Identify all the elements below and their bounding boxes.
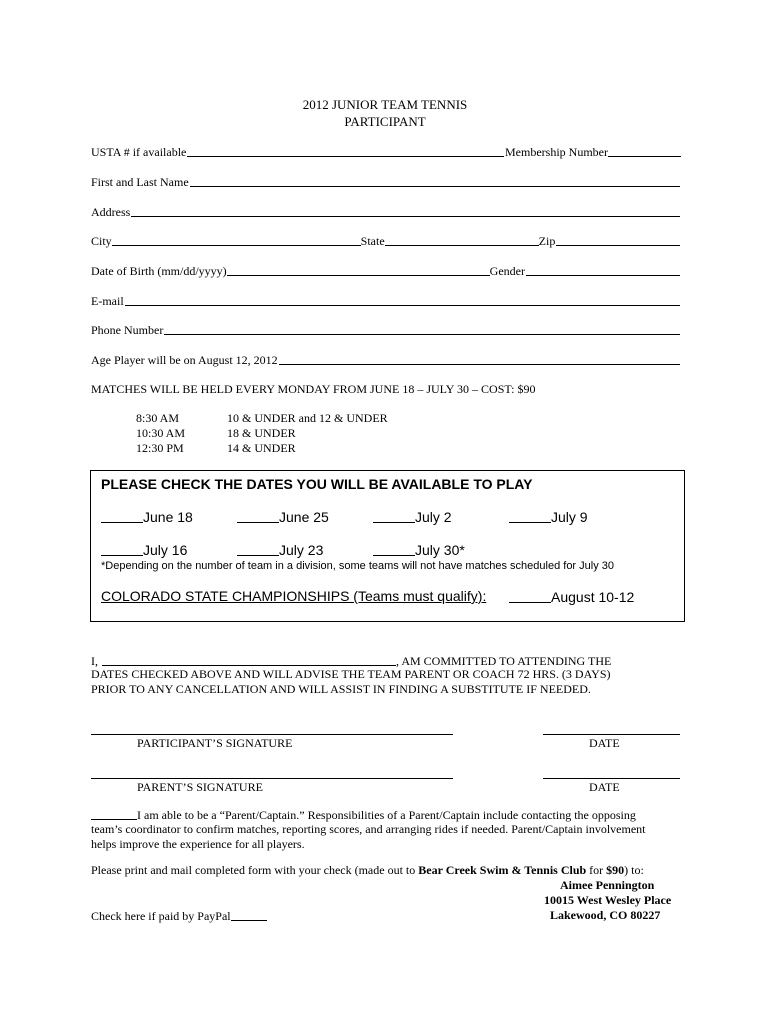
age-field[interactable] bbox=[279, 352, 680, 365]
schedule-group: 18 & UNDER bbox=[227, 426, 296, 440]
commitment-prefix: I, bbox=[91, 654, 98, 668]
city-label: City bbox=[91, 234, 112, 248]
phone-field[interactable] bbox=[164, 322, 680, 335]
mail-text: Please print and mail completed form with your check (made out to bbox=[91, 863, 419, 877]
payee: Bear Creek Swim & Tennis Club bbox=[418, 863, 587, 877]
date-label: July 30* bbox=[415, 542, 465, 558]
mail-instructions bbox=[91, 863, 644, 878]
mail-text: for bbox=[586, 863, 607, 877]
name-row bbox=[91, 173, 681, 189]
address-label: Address bbox=[91, 205, 131, 219]
date-option-june-18[interactable] bbox=[101, 508, 193, 525]
address-field[interactable] bbox=[131, 204, 680, 217]
schedule-time: 10:30 AM bbox=[136, 426, 186, 440]
date-checkbox[interactable] bbox=[101, 541, 143, 556]
age-label: Age Player will be on August 12, 2012 bbox=[91, 353, 278, 367]
date-checkbox[interactable] bbox=[237, 541, 279, 556]
form-title: 2012 JUNIOR TEAM TENNIS bbox=[302, 97, 468, 112]
captain-checkbox[interactable] bbox=[91, 807, 137, 820]
dob-field[interactable] bbox=[227, 263, 490, 276]
paypal-label: Check here if paid by PayPal bbox=[91, 909, 231, 923]
email-field[interactable] bbox=[125, 293, 680, 306]
commitment-line1 bbox=[91, 652, 637, 668]
date-checkbox[interactable] bbox=[373, 508, 415, 523]
date-label: July 23 bbox=[279, 542, 324, 558]
availability-footnote: *Depending on the number of team in a division, some teams will not have matches scheduled for July 30 bbox=[101, 560, 615, 572]
dob-label: Date of Birth (mm/dd/yyyy) bbox=[91, 264, 227, 278]
schedule-time: 8:30 AM bbox=[136, 411, 180, 425]
date-checkbox[interactable] bbox=[509, 588, 551, 603]
name-label: First and Last Name bbox=[91, 175, 189, 189]
commitment-suffix: , AM COMMITTED TO ATTENDING THE bbox=[396, 654, 612, 668]
address-name: Aimee Pennington bbox=[560, 878, 655, 892]
usta-row bbox=[91, 143, 681, 159]
date-option-championship[interactable] bbox=[509, 588, 634, 605]
address-city: Lakewood, CO 80227 bbox=[550, 908, 661, 922]
date-label: June 18 bbox=[143, 509, 193, 525]
matches-notice: MATCHES WILL BE HELD EVERY MONDAY FROM JUNE 18 – JULY 30 – COST: $90 bbox=[91, 382, 536, 396]
participant-signature-line[interactable] bbox=[91, 734, 453, 735]
age-row bbox=[91, 351, 681, 367]
parent-date-line[interactable] bbox=[543, 778, 680, 779]
commitment-line3: PRIOR TO ANY CANCELLATION AND WILL ASSIST IN FINDING A SUBSTITUTE IF NEEDED. bbox=[91, 682, 591, 696]
gender-label: Gender bbox=[489, 264, 525, 278]
usta-number-field[interactable] bbox=[187, 144, 504, 157]
participant-signature-label: PARTICIPANT’S SIGNATURE bbox=[137, 736, 293, 750]
captain-line1 bbox=[91, 806, 681, 822]
date-checkbox[interactable] bbox=[101, 508, 143, 523]
date-label: July 9 bbox=[551, 509, 588, 525]
championship-label: COLORADO STATE CHAMPIONSHIPS (Teams must qualify): bbox=[101, 588, 487, 604]
membership-label: Membership Number bbox=[505, 145, 608, 159]
schedule-group: 10 & UNDER and 12 & UNDER bbox=[227, 411, 388, 425]
participant-date-label: DATE bbox=[589, 736, 620, 750]
gender-field[interactable] bbox=[526, 263, 680, 276]
phone-label: Phone Number bbox=[91, 323, 164, 337]
parent-signature-line[interactable] bbox=[91, 778, 453, 779]
address-street: 10015 West Wesley Place bbox=[544, 893, 672, 907]
date-option-june-25[interactable] bbox=[237, 508, 329, 525]
date-checkbox[interactable] bbox=[373, 541, 415, 556]
city-field[interactable] bbox=[112, 233, 361, 246]
date-checkbox[interactable] bbox=[237, 508, 279, 523]
mail-text: ) to: bbox=[624, 863, 644, 877]
date-option-july-9[interactable] bbox=[509, 508, 588, 525]
paypal-row bbox=[91, 907, 281, 923]
date-label: June 25 bbox=[279, 509, 329, 525]
date-checkbox[interactable] bbox=[509, 508, 551, 523]
dob-row bbox=[91, 262, 681, 278]
schedule-time: 12:30 PM bbox=[136, 441, 184, 455]
commitment-name-field[interactable] bbox=[102, 653, 396, 666]
date-option-july-23[interactable] bbox=[237, 541, 323, 558]
usta-label: USTA # if available bbox=[91, 145, 187, 159]
captain-line2: team’s coordinator to confirm matches, reporting scores, and arranging rides if needed. Parent/Captain involvement bbox=[91, 822, 646, 836]
state-field[interactable] bbox=[385, 233, 539, 246]
address-row bbox=[91, 203, 681, 219]
commitment-line2: DATES CHECKED ABOVE AND WILL ADVISE THE TEAM PARENT OR COACH 72 HRS. (3 DAYS) bbox=[91, 667, 611, 681]
zip-field[interactable] bbox=[556, 233, 680, 246]
availability-heading: PLEASE CHECK THE DATES YOU WILL BE AVAILABLE TO PLAY bbox=[101, 476, 533, 492]
date-label: July 2 bbox=[415, 509, 452, 525]
schedule-group: 14 & UNDER bbox=[227, 441, 296, 455]
captain-line3: helps improve the experience for all players. bbox=[91, 837, 305, 851]
date-label: July 16 bbox=[143, 542, 188, 558]
phone-row bbox=[91, 321, 681, 337]
email-row bbox=[91, 292, 681, 308]
state-label: State bbox=[360, 234, 385, 248]
email-label: E-mail bbox=[91, 294, 124, 308]
participant-date-line[interactable] bbox=[543, 734, 680, 735]
membership-number-field[interactable] bbox=[608, 144, 681, 157]
parent-date-label: DATE bbox=[589, 780, 620, 794]
parent-signature-label: PARENT’S SIGNATURE bbox=[137, 780, 263, 794]
paypal-checkbox[interactable] bbox=[231, 908, 267, 921]
date-option-july-16[interactable] bbox=[101, 541, 187, 558]
date-label: August 10-12 bbox=[551, 589, 635, 605]
amount: $90 bbox=[606, 863, 625, 877]
date-option-july-30[interactable] bbox=[373, 541, 465, 558]
name-field[interactable] bbox=[190, 174, 680, 187]
captain-text: I am able to be a “Parent/Captain.” Responsibilities of a Parent/Captain include contacting the opposing bbox=[137, 808, 636, 822]
city-row bbox=[91, 232, 681, 248]
form-subtitle: PARTICIPANT bbox=[344, 114, 426, 129]
date-option-july-2[interactable] bbox=[373, 508, 452, 525]
zip-label: Zip bbox=[538, 234, 556, 248]
